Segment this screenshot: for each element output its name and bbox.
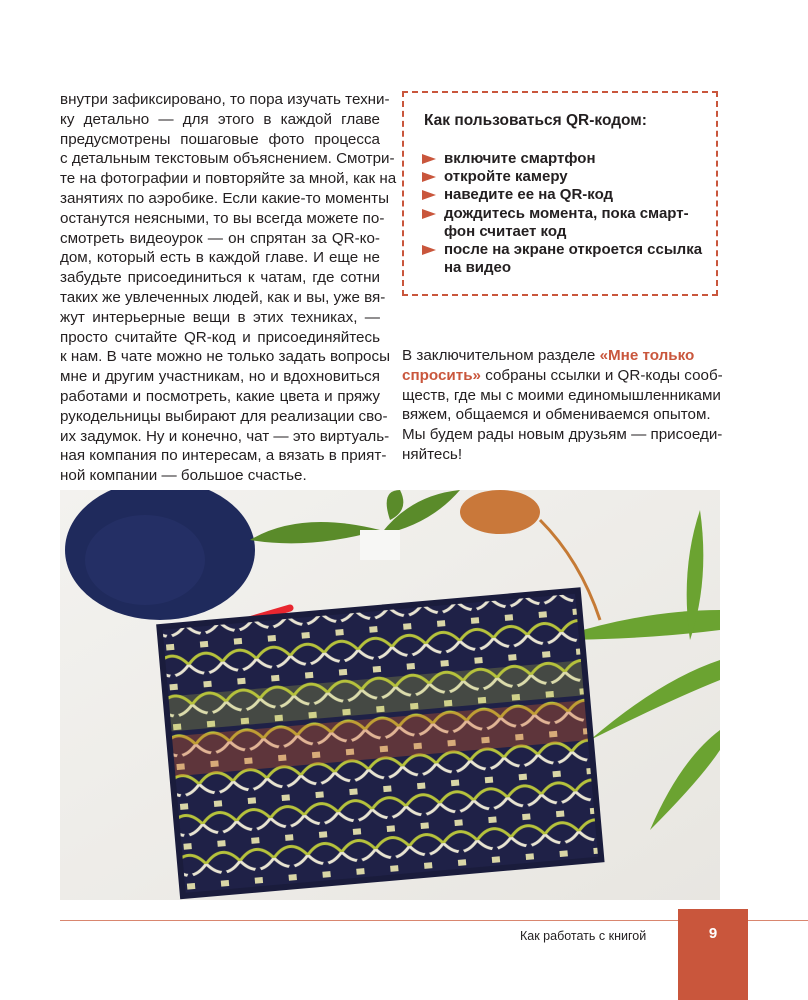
text-line: к нам. В чате можно не только задать вопросы [60,348,390,366]
text-line: те на фотографии и повторяйте за мной, как на [60,170,397,188]
text-line: ку детально — для этого в каждой главе [60,110,380,128]
text-line: ной компании — большое счастье. [60,467,307,485]
qr-step-text: включите смартфон [444,150,596,167]
text-line: няйтесь! [402,445,463,463]
text-line [402,346,720,366]
qr-step-item [422,205,702,241]
text-segment: собраны ссылки и QR-коды сооб- [480,366,723,384]
text-line: смотреть видеоурок — он спрятан за QR-ко- [60,229,380,247]
qr-step-item [422,168,702,186]
text-line: занятиях по аэробике. Если какие-то моменты [60,189,390,207]
text-line: вяжем, общаемся и обмениваемся опытом. [402,406,711,424]
text-line: таких же увлеченных людей, как и вы, уже вя- [60,288,386,306]
text-line: с детальным текстовым объяснением. Смотри- [60,150,395,168]
body-text-left-column [60,90,397,486]
qr-box-title: Как пользоваться QR-кодом: [424,112,647,129]
arrow-bullet-icon [422,172,436,182]
qr-step-text: откройте камеру [444,168,568,186]
arrow-bullet-icon [422,209,436,219]
qr-step-text: после на экране откроется ссылка [444,241,703,259]
text-line: работами и посмотреть, какие цвета и пряжу [60,387,380,405]
text-segment: В заключительном разделе [402,347,600,364]
page-number-tab [678,909,748,1000]
text-line: просто считайте QR-код и присоединяйтесь [60,328,380,346]
text-line: мне и другим участникам, но и вдохновиться [60,368,380,386]
text-line: ществ, где мы с моими единомышленниками [402,386,721,404]
section-link-highlight: «Мне только [599,347,695,364]
qr-step-text: на видео [444,259,512,277]
running-head: Как работать с книгой [520,929,647,943]
text-line: ная компания по интересам, а вязать в прият- [60,447,387,465]
qr-steps-list [422,150,702,277]
arrow-bullet-icon [422,245,436,255]
text-line: предусмотрены пошаговые фото процесса [60,130,380,148]
text-line [402,366,723,386]
qr-step-text: фон считает код [444,222,567,240]
text-line: Мы будем рады новым друзьям — присоеди- [402,426,723,444]
text-line: дом, который есть в каждой главе. И еще не [60,249,380,267]
text-line: внутри зафиксировано, то пора изучать техни- [60,91,390,108]
qr-step-text: наведите ее на QR-код [444,186,614,204]
text-line: забудьте присоединиться к чатам, где сотни [60,269,380,287]
arrow-bullet-icon [422,190,436,200]
qr-step-item [422,150,702,168]
arrow-bullet-icon [422,154,436,164]
qr-step-item [422,241,702,277]
text-line: их задумок. Ну и конечно, чат — это виртуаль- [60,427,390,445]
page-number: 9 [708,925,718,942]
body-text-right-column [402,346,723,465]
qr-instructions-box [402,91,718,296]
text-line: жут интерьерные вещи в этих техниках, — [60,308,380,326]
text-line: рукодельницы выбирают для реализации сво- [60,407,388,425]
knitted-work-photo [60,490,720,900]
section-link-highlight: спросить» [402,366,481,384]
text-line: останутся неясными, то вы всегда можете по- [60,209,385,227]
qr-step-text: дождитесь момента, пока смарт- [444,204,689,222]
qr-step-item [422,186,702,204]
